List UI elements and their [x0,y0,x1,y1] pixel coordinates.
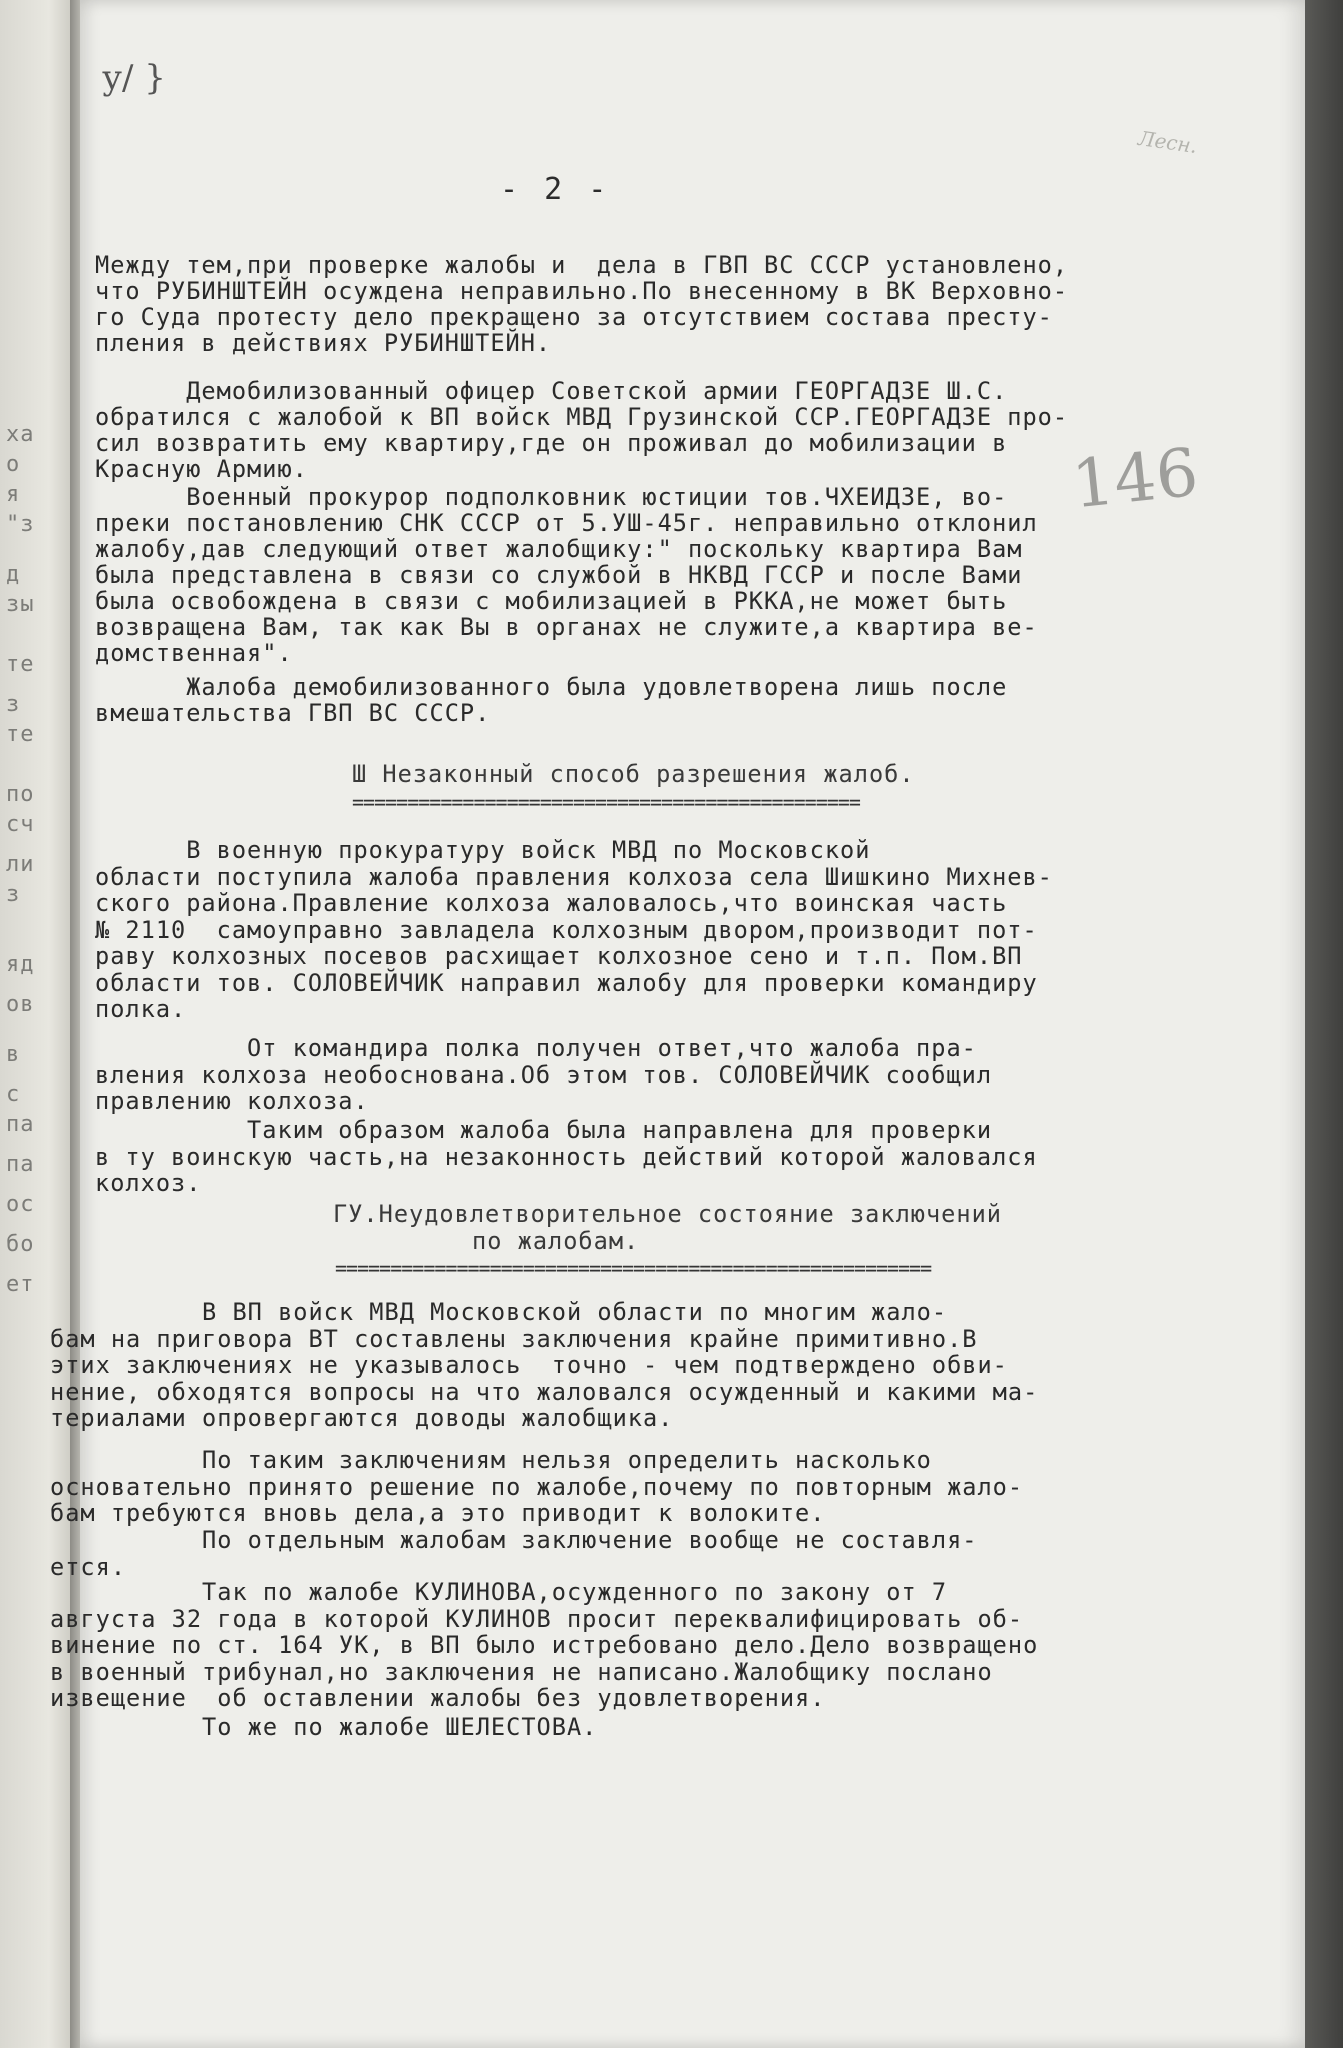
underlying-text-fragment: ха [6,422,35,447]
text-line: Жалоба демобилизованного была удовлетворена лишь после [95,673,1008,701]
underlying-text-fragment: я [6,482,21,507]
text-line: ется. [50,1552,127,1581]
section-3-rule: ============================================== [352,790,860,814]
text-line: От командира полка получен ответ,что жалоба пра- [95,1034,977,1062]
underlying-text-fragment: па [6,1112,35,1137]
text-line: возвращена Вам, так как Вы в органах не служите,а квартира ве- [95,613,1038,641]
text-line: В ВП войск МВД Московской области по многим жало- [50,1298,948,1326]
text-line: этих заключениях не указывалось точно - чем подтверждено обви- [50,1351,1008,1379]
text-line: основательно принято решение по жалобе,почему по повторным жало- [50,1472,1024,1501]
text-line: Между тем,при проверке жалобы и дела в ГВП ВС СССР установлено, [95,251,1069,279]
underlying-text-fragment: з [6,882,21,907]
text-line: По отдельным жалобам заключение вообще не составля- [50,1526,978,1554]
text-line: сил возвратить ему квартиру,где он проживал до мобилизации в [95,429,1008,457]
text-line: жалобу,дав следующий ответ жалобщику:" поскольку квартира Вам [95,535,1023,563]
text-line: По таким заключениям нельзя определить насколько [50,1446,932,1474]
underlying-text-fragment: бо [6,1232,35,1257]
text-line: была освобождена в связи с мобилизацией в РККА,не может быть [95,587,1008,615]
text-line: го Суда протесту дело прекращено за отсутствием состава престу- [95,303,1053,331]
text-line: извещение об оставлении жалобы без удовлетворения. [50,1684,826,1712]
text-line: нение, обходятся вопросы на что жаловался осужденный и какими ма- [50,1377,1039,1406]
underlying-text-fragment: ов [6,992,35,1017]
text-line: № 2110 самоуправно завладела колхозным двором,производит пот- [95,915,1038,944]
text-line: Так по жалобе КУЛИНОВА,осужденного по закону от 7 [50,1578,948,1606]
text-line: правлению колхоза. [95,1087,369,1115]
underlying-text-fragment: зы [6,592,35,617]
text-line: Военный прокурор подполковник юстиции тов.ЧХЕИДЗЕ, во- [95,483,1008,511]
underlying-text-fragment: з [6,692,21,717]
section-4-title-line2: по жалобам. [472,1227,640,1255]
text-line: пления в действиях РУБИНШТЕЙН. [95,329,552,357]
text-line: что РУБИНШТЕЙН осуждена неправильно.По внесенному в ВК Верховно- [95,277,1069,305]
text-line: домственная". [95,639,293,667]
underlying-text-fragment: в [6,1042,21,1067]
text-line: области поступила жалоба правления колхоза села Шишкино Михнев- [95,862,1053,891]
archive-page-number: 146 [1068,433,1202,524]
underlying-text-fragment: яд [6,952,35,977]
text-line: То же по жалобе ШЕЛЕСТОВА. [50,1713,598,1741]
text-line: вления колхоза необоснована.Об этом тов. СОЛОВЕЙЧИК сообщил [95,1060,993,1089]
text-line: винение по ст. 164 УК, в ВП было истребовано дело.Дело возвращено [50,1631,1039,1659]
underlying-text-fragment: ет [6,1272,35,1297]
text-line: Красную Армию. [95,455,308,483]
text-line: бам требуются вновь дела,а это приводит к волоките. [50,1499,826,1527]
text-line: колхоз. [95,1169,202,1197]
text-line: Демобилизованный офицер Советской армии ГЕОРГАДЗЕ Ш.С. [95,377,1008,405]
text-line: Таким образом жалоба была направлена для проверки [95,1116,993,1144]
top-left-mark: у/ } [102,58,166,98]
section-4-rule: ====================================================== [335,1256,932,1280]
section-3-title: Ш Незаконный способ разрешения жалоб. [352,760,915,788]
underlying-text-fragment: те [6,652,35,677]
underlying-text-fragment: с [6,1082,21,1107]
underlying-text-fragment: ос [6,1192,35,1217]
underlying-text-fragment: по [6,782,35,807]
underlying-text-fragment: па [6,1152,35,1177]
text-line: полка. [95,995,187,1023]
text-line: в военный трибунал,но заключения не написано.Жалобщику послано [50,1657,993,1686]
text-line: раву колхозных посевов расхищает колхозное сено и т.п. Пом.ВП [95,942,1023,970]
section-4-title-line1: ГУ.Неудовлетворительное состояние заключений [333,1200,1003,1228]
underlying-text-fragment: сч [6,812,35,837]
text-line: ского района.Правление колхоза жаловалось,что воинская часть [95,889,1008,917]
text-line: преки постановлению СНК СССР от 5.УШ-45г. неправильно отклонил [95,509,1038,537]
underlying-text-fragment: "з [6,512,35,537]
text-line: териалами опровергаются доводы жалобщика. [50,1404,674,1432]
text-line: В военную прокуратуру войск МВД по Московской [95,836,871,864]
underlying-text-fragment: д [6,562,21,587]
text-line: бам на приговора ВТ составлены заключения крайне примитивно.В [50,1324,978,1353]
corner-pencil-note: Лесн. [1136,125,1199,159]
underlying-text-fragment: о [6,452,21,477]
text-line: августа 32 года в которой КУЛИНОВ просит переквалифицировать об- [50,1604,1024,1633]
underlying-text-fragment: те [6,722,35,747]
underlying-text-fragment: ли [6,852,35,877]
text-line: была представлена в связи со службой в НКВД ГССР и после Вами [95,561,1023,589]
page-number: - 2 - [500,172,611,207]
background-edge [1305,0,1343,2048]
text-line: области тов. СОЛОВЕЙЧИК направил жалобу для проверки командиру [95,968,1038,997]
text-line: обратился с жалобой к ВП войск МВД Грузинской ССР.ГЕОРГАДЗЕ про- [95,403,1069,431]
text-line: вмешательства ГВП ВС СССР. [95,699,491,727]
text-line: в ту воинскую часть,на незаконность действий которой жаловался [95,1142,1038,1171]
